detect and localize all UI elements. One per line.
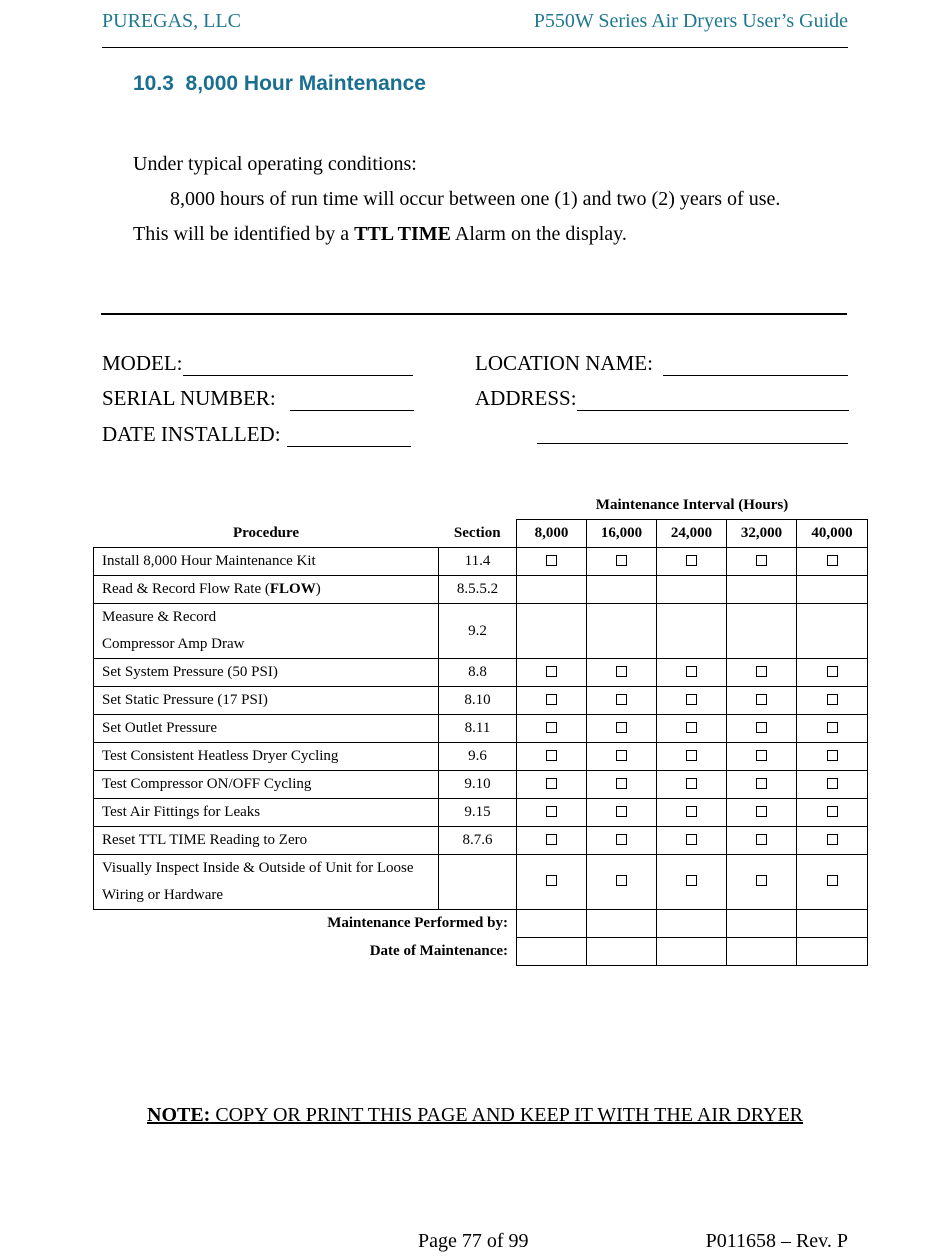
checkbox-icon[interactable] <box>686 666 697 677</box>
interval-cell[interactable] <box>797 743 868 771</box>
date-of-maintenance-cell[interactable] <box>657 938 727 966</box>
note-text: COPY OR PRINT THIS PAGE AND KEEP IT WITH THE AIR DRYER <box>210 1104 803 1126</box>
checkbox-icon[interactable] <box>827 722 838 733</box>
checkbox-icon[interactable] <box>827 750 838 761</box>
checkbox-icon[interactable] <box>616 666 627 677</box>
checkbox-icon[interactable] <box>827 694 838 705</box>
address-blank[interactable] <box>577 390 849 411</box>
interval-cell[interactable] <box>727 855 797 910</box>
checkbox-icon[interactable] <box>827 834 838 845</box>
checkbox-icon[interactable] <box>546 875 557 886</box>
header-guide-title: P550W Series Air Dryers User’s Guide <box>533 10 848 32</box>
checkbox-icon[interactable] <box>756 834 767 845</box>
intro-line-3 <box>133 223 627 246</box>
section-cell: 8.11 <box>439 715 517 743</box>
date-installed-label: DATE INSTALLED: <box>102 422 281 446</box>
procedure-text: Read & Record Flow Rate ( <box>102 581 270 597</box>
interval-cell[interactable] <box>657 687 727 715</box>
section-title: 8,000 Hour Maintenance <box>185 72 426 95</box>
checkbox-icon[interactable] <box>756 875 767 886</box>
date-of-maintenance-label: Date of Maintenance: <box>369 943 508 959</box>
table-row <box>94 659 868 687</box>
checkbox-icon[interactable] <box>616 875 627 886</box>
interval-cell[interactable] <box>797 855 868 910</box>
section-cell: 8.7.6 <box>439 827 517 855</box>
table-row <box>94 576 868 604</box>
section-cell: 9.10 <box>439 771 517 799</box>
table-row <box>94 604 868 659</box>
checkbox-icon[interactable] <box>546 694 557 705</box>
model-label: MODEL: <box>102 351 183 375</box>
date-installed-field[interactable] <box>102 422 411 447</box>
procedure-text: Test Consistent Heatless Dryer Cycling <box>102 748 339 764</box>
checkbox-icon[interactable] <box>827 666 838 677</box>
procedure-cell <box>94 743 439 771</box>
interval-header: 24,000 <box>657 520 727 548</box>
procedure-cell <box>94 548 439 576</box>
interval-cell[interactable] <box>587 548 657 576</box>
checkbox-icon[interactable] <box>756 555 767 566</box>
procedure-cell <box>94 827 439 855</box>
interval-cell[interactable] <box>797 659 868 687</box>
model-blank[interactable] <box>183 355 413 376</box>
procedure-text: Set System Pressure (50 PSI) <box>102 664 278 680</box>
section-cell: 8.8 <box>439 659 517 687</box>
performed-by-cell[interactable] <box>657 910 727 938</box>
interval-cell <box>797 604 868 659</box>
interval-cell[interactable] <box>587 715 657 743</box>
checkbox-icon[interactable] <box>686 875 697 886</box>
page-number: Page 77 of 99 <box>418 1230 529 1252</box>
checkbox-icon[interactable] <box>616 694 627 705</box>
procedure-text: Measure & Record <box>102 609 217 625</box>
procedure-header: Procedure <box>232 524 300 541</box>
table-row <box>94 687 868 715</box>
checkbox-icon[interactable] <box>546 722 557 733</box>
checkbox-icon[interactable] <box>616 555 627 566</box>
section-cell: 9.15 <box>439 799 517 827</box>
location-name-field[interactable] <box>475 351 848 376</box>
checkbox-icon[interactable] <box>686 806 697 817</box>
interval-cell[interactable] <box>797 799 868 827</box>
note <box>0 1104 950 1127</box>
checkbox-icon[interactable] <box>616 722 627 733</box>
model-field[interactable] <box>102 351 413 376</box>
document-id: P011658 – Rev. P <box>705 1230 848 1252</box>
interval-cell[interactable] <box>587 659 657 687</box>
performed-by-cell[interactable] <box>727 910 797 938</box>
interval-cell[interactable] <box>657 743 727 771</box>
interval-cell <box>517 604 587 659</box>
date-of-maintenance-cell[interactable] <box>587 938 657 966</box>
procedure-cell <box>94 687 439 715</box>
section-cell: 9.6 <box>439 743 517 771</box>
address-field[interactable] <box>475 386 849 411</box>
blank-cell <box>439 492 517 520</box>
interval-cell[interactable] <box>727 687 797 715</box>
date-installed-blank[interactable] <box>287 426 411 447</box>
interval-cell <box>657 576 727 604</box>
section-cell: 8.5.5.2 <box>439 576 517 604</box>
interval-cell[interactable] <box>727 548 797 576</box>
checkbox-icon[interactable] <box>616 778 627 789</box>
interval-header: 32,000 <box>727 520 797 548</box>
procedure-text: Wiring or Hardware <box>102 887 224 903</box>
procedure-text: Test Air Fittings for Leaks <box>102 804 261 820</box>
interval-cell[interactable] <box>657 548 727 576</box>
procedure-text: Reset TTL TIME Reading to Zero <box>102 832 308 848</box>
checkbox-icon[interactable] <box>546 750 557 761</box>
procedure-cell <box>94 799 439 827</box>
interval-cell[interactable] <box>657 799 727 827</box>
note-label: NOTE: <box>147 1104 211 1126</box>
checkbox-icon[interactable] <box>546 834 557 845</box>
table-row <box>94 827 868 855</box>
checkbox-icon[interactable] <box>756 750 767 761</box>
address-line-2-blank[interactable] <box>537 443 848 444</box>
interval-cell[interactable] <box>517 715 587 743</box>
table-row <box>94 548 868 576</box>
interval-cell <box>727 576 797 604</box>
interval-cell[interactable] <box>587 855 657 910</box>
interval-cell[interactable] <box>517 799 587 827</box>
interval-cell[interactable] <box>727 715 797 743</box>
procedure-cell <box>94 576 439 604</box>
checkbox-icon[interactable] <box>756 806 767 817</box>
interval-cell[interactable] <box>657 827 727 855</box>
section-divider <box>101 313 847 315</box>
serial-number-label: SERIAL NUMBER: <box>102 386 276 410</box>
checkbox-icon[interactable] <box>686 722 697 733</box>
section-cell <box>439 855 517 910</box>
interval-cell[interactable] <box>657 659 727 687</box>
interval-cell[interactable] <box>657 855 727 910</box>
blank-cell <box>94 492 439 520</box>
procedure-text-bold: FLOW <box>269 581 316 597</box>
interval-title: Maintenance Interval (Hours) <box>595 497 789 513</box>
location-name-label: LOCATION NAME: <box>475 351 653 375</box>
interval-cell[interactable] <box>517 827 587 855</box>
interval-cell <box>587 604 657 659</box>
procedure-text: Install 8,000 Hour Maintenance Kit <box>102 553 316 569</box>
header-row <box>94 520 868 548</box>
interval-header: 16,000 <box>587 520 657 548</box>
procedure-text: Set Outlet Pressure <box>102 720 217 736</box>
date-of-maintenance-row <box>94 938 868 966</box>
performed-by-cell[interactable] <box>797 910 868 938</box>
table-row <box>94 771 868 799</box>
section-header: Section <box>453 524 501 541</box>
procedure-text: Test Compressor ON/OFF Cycling <box>102 776 312 792</box>
interval-cell[interactable] <box>517 771 587 799</box>
interval-cell[interactable] <box>727 771 797 799</box>
header-divider <box>102 47 848 48</box>
checkbox-icon[interactable] <box>827 555 838 566</box>
interval-cell[interactable] <box>587 771 657 799</box>
interval-cell[interactable] <box>657 771 727 799</box>
checkbox-icon[interactable] <box>756 666 767 677</box>
procedure-text: Compressor Amp Draw <box>102 636 245 652</box>
interval-cell[interactable] <box>517 548 587 576</box>
intro-line-1: Under typical operating conditions: <box>133 153 417 175</box>
serial-number-field[interactable] <box>102 386 414 411</box>
section-heading <box>133 72 426 96</box>
interval-cell[interactable] <box>797 548 868 576</box>
checkbox-icon[interactable] <box>546 666 557 677</box>
checkbox-icon[interactable] <box>616 834 627 845</box>
address-label: ADDRESS: <box>475 386 577 410</box>
interval-cell[interactable] <box>517 687 587 715</box>
intro-line-2: 8,000 hours of run time will occur between one (1) and two (2) years of use. <box>170 188 781 210</box>
procedure-cell <box>94 771 439 799</box>
procedure-cell <box>94 659 439 687</box>
interval-title-row <box>94 492 868 520</box>
location-name-blank[interactable] <box>663 355 848 376</box>
checkbox-icon[interactable] <box>686 750 697 761</box>
checkbox-icon[interactable] <box>546 806 557 817</box>
performed-by-row <box>94 910 868 938</box>
performed-by-label: Maintenance Performed by: <box>327 915 508 932</box>
procedure-cell <box>94 604 439 659</box>
table-row <box>94 743 868 771</box>
interval-cell[interactable] <box>587 799 657 827</box>
table-row <box>94 715 868 743</box>
checkbox-icon[interactable] <box>756 778 767 789</box>
ttl-time-label: TTL TIME <box>354 223 451 245</box>
intro-line-3-text: This will be identified by a <box>133 223 355 245</box>
interval-cell[interactable] <box>727 743 797 771</box>
section-cell: 9.2 <box>439 604 517 659</box>
date-of-maintenance-cell[interactable] <box>517 938 587 966</box>
interval-cell[interactable] <box>797 827 868 855</box>
procedure-text: Set Static Pressure (17 PSI) <box>102 692 268 708</box>
intro-line-3-text-end: Alarm on the display. <box>450 223 627 245</box>
section-cell: 11.4 <box>439 548 517 576</box>
interval-cell[interactable] <box>517 855 587 910</box>
interval-cell[interactable] <box>797 687 868 715</box>
interval-cell[interactable] <box>517 659 587 687</box>
interval-cell[interactable] <box>587 743 657 771</box>
interval-cell <box>797 576 868 604</box>
checkbox-icon[interactable] <box>827 875 838 886</box>
interval-cell[interactable] <box>797 715 868 743</box>
date-of-maintenance-cell[interactable] <box>727 938 797 966</box>
interval-cell[interactable] <box>587 827 657 855</box>
procedure-cell <box>94 855 439 910</box>
table-row <box>94 799 868 827</box>
performed-by-cell[interactable] <box>517 910 587 938</box>
header-company: PUREGAS, LLC <box>102 10 241 32</box>
procedure-cell <box>94 715 439 743</box>
section-number: 10.3 <box>133 72 174 95</box>
performed-by-cell[interactable] <box>587 910 657 938</box>
interval-cell[interactable] <box>517 743 587 771</box>
checkbox-icon[interactable] <box>827 778 838 789</box>
checkbox-icon[interactable] <box>827 806 838 817</box>
section-cell: 8.10 <box>439 687 517 715</box>
interval-cell <box>727 604 797 659</box>
interval-cell <box>657 604 727 659</box>
checkbox-icon[interactable] <box>616 750 627 761</box>
interval-header: 40,000 <box>797 520 868 548</box>
checkbox-icon[interactable] <box>616 806 627 817</box>
interval-cell[interactable] <box>727 799 797 827</box>
interval-cell[interactable] <box>727 659 797 687</box>
maintenance-checklist-table <box>93 492 868 966</box>
checkbox-icon[interactable] <box>756 722 767 733</box>
checkbox-icon[interactable] <box>686 555 697 566</box>
checkbox-icon[interactable] <box>756 694 767 705</box>
table-row <box>94 855 868 910</box>
interval-cell <box>587 576 657 604</box>
checkbox-icon[interactable] <box>686 694 697 705</box>
interval-cell[interactable] <box>797 771 868 799</box>
checkbox-icon[interactable] <box>686 834 697 845</box>
procedure-text-end: ) <box>315 581 321 597</box>
checkbox-icon[interactable] <box>546 778 557 789</box>
serial-number-blank[interactable] <box>290 390 414 411</box>
interval-cell[interactable] <box>587 687 657 715</box>
checkbox-icon[interactable] <box>686 778 697 789</box>
interval-header: 8,000 <box>517 520 587 548</box>
interval-cell <box>517 576 587 604</box>
checkbox-icon[interactable] <box>546 555 557 566</box>
procedure-text: Visually Inspect Inside & Outside of Unit for Loose <box>102 860 414 876</box>
interval-cell[interactable] <box>727 827 797 855</box>
date-of-maintenance-cell[interactable] <box>797 938 868 966</box>
interval-cell[interactable] <box>657 715 727 743</box>
